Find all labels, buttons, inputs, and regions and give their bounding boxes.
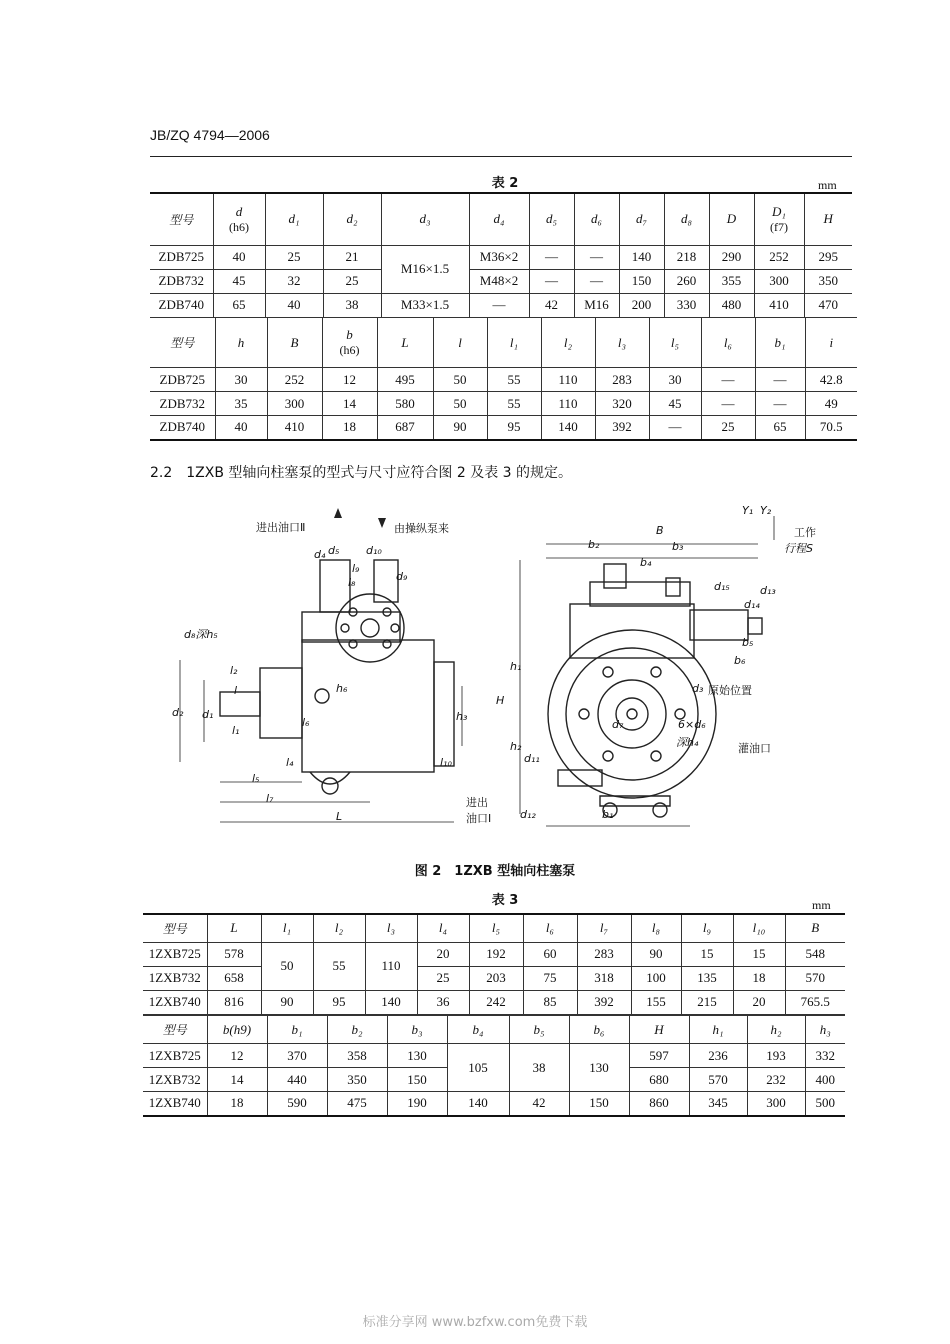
t2-cell: — [529, 245, 574, 269]
front-view-housing [548, 630, 716, 798]
figure-2-drawing [170, 500, 820, 830]
t2-cell-d3: M33×1.5 [381, 293, 469, 317]
label-b1: b₁ [602, 808, 614, 821]
t3b-cell: 400 [805, 1068, 845, 1092]
t2-cell: 300 [754, 269, 804, 293]
t3b-cell: 42 [509, 1092, 569, 1116]
t2-cell: 330 [664, 293, 709, 317]
label-b5: b₅ [742, 636, 754, 649]
watermark-footer: 标准分享网 www.bzfxw.com免费下载 [362, 1315, 588, 1330]
label-bolt: 6×d₆ [678, 718, 706, 731]
label-Y1: Y₁ [742, 504, 754, 517]
t2-cell: M36×2 [469, 245, 529, 269]
label-d1: d₁ [202, 708, 214, 721]
t2b-cell: 42.8 [805, 368, 857, 392]
side-view-top-block [302, 612, 400, 642]
t2-cell: 295 [804, 245, 852, 269]
t2b-cell: 35 [215, 392, 267, 416]
label-d10: d₁₀ [366, 544, 382, 557]
t3b-cell: 597 [629, 1044, 689, 1068]
t2-cell: 140 [619, 245, 664, 269]
label-h1: h₁ [510, 660, 522, 673]
label-h6: h₆ [336, 682, 348, 695]
t2b-cell: 252 [267, 368, 322, 392]
front-view-top-box [570, 604, 694, 658]
table3-unit: mm [812, 898, 831, 912]
t2-cell: 410 [754, 293, 804, 317]
label-control: 由操纵泵来 [394, 522, 449, 535]
t3-cell: 85 [523, 990, 577, 1014]
label-Y2: Y₂ [760, 504, 772, 517]
t2b-cell: 55 [487, 392, 541, 416]
t3-cell: 75 [523, 966, 577, 990]
t2-head-H: H [804, 193, 852, 245]
t2b-row2-model: ZDB740 [150, 416, 215, 440]
t3-cell: 318 [577, 966, 631, 990]
t3-cell-l1-merged: 50 [261, 942, 313, 990]
t3b-cell: 140 [447, 1092, 509, 1116]
t3b-cell: 190 [387, 1092, 447, 1116]
t3-cell: 90 [261, 990, 313, 1014]
label-l7: l₇ [266, 792, 274, 805]
t3-head-model: 型号 [143, 914, 207, 942]
t2-head-d3: d₃ [381, 193, 469, 245]
t3-cell: 15 [681, 942, 733, 966]
t2b-cell: 65 [755, 416, 805, 440]
label-b4: b₄ [640, 556, 652, 569]
t3b-head-b: b(h9) [207, 1016, 267, 1044]
t3-cell: 203 [469, 966, 523, 990]
t3-cell: 658 [207, 966, 261, 990]
front-view-servo [590, 582, 690, 606]
t3-head-l3: l₃ [365, 914, 417, 942]
t2-cell: 40 [265, 293, 323, 317]
label-b6: b₆ [734, 654, 746, 667]
t2b-cell: 495 [377, 368, 433, 392]
label-l4: l₄ [286, 756, 294, 769]
t3-cell: 60 [523, 942, 577, 966]
t2b-head-b: b (h6) [322, 318, 377, 368]
t3-cell-l2-merged: 55 [313, 942, 365, 990]
label-fill: 灌油口 [738, 742, 771, 755]
t3-row2-model: 1ZXB740 [143, 990, 207, 1014]
t2b-cell: 14 [322, 392, 377, 416]
side-view-end-cap [434, 662, 454, 766]
t3b-cell: 236 [689, 1044, 747, 1068]
t2b-cell: — [755, 392, 805, 416]
t2-head-model: 型号 [150, 193, 213, 245]
table2-unit: mm [818, 178, 837, 192]
t2b-cell: 283 [595, 368, 649, 392]
t3b-cell: 193 [747, 1044, 805, 1068]
label-depth: d₈深h₅ [184, 628, 218, 641]
t3b-row0-model: 1ZXB725 [143, 1044, 207, 1068]
label-d15: d₁₅ [714, 580, 730, 593]
t2-head-d1: d₁ [265, 193, 323, 245]
t3b-cell: 232 [747, 1068, 805, 1092]
t2-row1-model: ZDB732 [150, 269, 213, 293]
t2-head-d2: d₂ [323, 193, 381, 245]
t2-head-D: D [709, 193, 754, 245]
t3-cell: 95 [313, 990, 365, 1014]
t3b-head-b3: b₃ [387, 1016, 447, 1044]
label-l2: l₂ [230, 664, 238, 677]
t2-cell: — [529, 269, 574, 293]
t3b-cell: 440 [267, 1068, 327, 1092]
t2b-head-l6: l₆ [701, 318, 755, 368]
t2b-head-h: h [215, 318, 267, 368]
t3-head-l9: l₉ [681, 914, 733, 942]
side-view-valve-2 [374, 560, 398, 602]
t2b-cell: 95 [487, 416, 541, 440]
t2-cell: 480 [709, 293, 754, 317]
t2-cell: 38 [323, 293, 381, 317]
t2-cell: 21 [323, 245, 381, 269]
t3-cell: 36 [417, 990, 469, 1014]
t2b-head-l: l [433, 318, 487, 368]
t2b-cell: 392 [595, 416, 649, 440]
t2b-cell: 25 [701, 416, 755, 440]
label-work-2: 行程S [784, 542, 813, 555]
t3-cell: 135 [681, 966, 733, 990]
t3-head-B: B [785, 914, 845, 942]
t2-cell: 260 [664, 269, 709, 293]
header-rule [150, 156, 852, 157]
label-l8: l₈ [348, 576, 356, 589]
label-port-1b: 油口Ⅰ [466, 812, 492, 825]
t2b-cell: 410 [267, 416, 322, 440]
label-d3: d₃ [692, 682, 704, 695]
t2b-head-l1: l₁ [487, 318, 541, 368]
t3b-cell-b5-merged: 38 [509, 1044, 569, 1092]
t3b-cell: 130 [387, 1044, 447, 1068]
t2-cell-d3-merged: M16×1.5 [381, 245, 469, 293]
table3-part1 [143, 913, 845, 1015]
section-2-2-text: 2.2 1ZXB 型轴向柱塞泵的型式与尺寸应符合图 2 及表 3 的规定。 [150, 465, 573, 481]
t2-cell: 45 [213, 269, 265, 293]
table3-caption: 表 3 [491, 893, 519, 908]
t2b-cell: 30 [649, 368, 701, 392]
t3b-cell: 590 [267, 1092, 327, 1116]
t3-cell: 215 [681, 990, 733, 1014]
label-L: L [336, 810, 343, 823]
t2b-cell: — [701, 392, 755, 416]
t2-cell: 42 [529, 293, 574, 317]
t3-head-l6: l₆ [523, 914, 577, 942]
t3b-head-b2: b₂ [327, 1016, 387, 1044]
t3b-head-b6: b₆ [569, 1016, 629, 1044]
t3b-row2-model: 1ZXB740 [143, 1092, 207, 1116]
t2b-head-b1: b₁ [755, 318, 805, 368]
t2b-cell: 687 [377, 416, 433, 440]
t3-head-l7: l₇ [577, 914, 631, 942]
t2b-head-l2: l₂ [541, 318, 595, 368]
t3b-cell: 570 [689, 1068, 747, 1092]
t3-cell: 816 [207, 990, 261, 1014]
t3-head-l8: l₈ [631, 914, 681, 942]
t3b-head-b5: b₅ [509, 1016, 569, 1044]
t2-row2-model: ZDB740 [150, 293, 213, 317]
t2-cell: 350 [804, 269, 852, 293]
t3-cell: 15 [733, 942, 785, 966]
t2-head-d7: d₇ [619, 193, 664, 245]
t3-cell: 20 [417, 942, 469, 966]
label-B: B [656, 524, 664, 537]
t3b-cell: 150 [387, 1068, 447, 1092]
t2-cell: 355 [709, 269, 754, 293]
t3b-head-h3: h₃ [805, 1016, 845, 1044]
table2-part1 [150, 192, 852, 318]
t3b-cell: 358 [327, 1044, 387, 1068]
t3-cell-l3-merged: 110 [365, 942, 417, 990]
t3-cell: 25 [417, 966, 469, 990]
t2b-cell: 55 [487, 368, 541, 392]
t2b-head-i: i [805, 318, 857, 368]
t3-head-l2: l₂ [313, 914, 365, 942]
t3-cell: 90 [631, 942, 681, 966]
t2-head-d: d (h6) [213, 193, 265, 245]
label-port-1a: 进出 [466, 796, 488, 809]
t2b-cell: 30 [215, 368, 267, 392]
t2b-cell: — [755, 368, 805, 392]
t2-cell: M16 [574, 293, 619, 317]
t2-cell: 25 [323, 269, 381, 293]
t3b-cell: 300 [747, 1092, 805, 1116]
t2b-cell: 50 [433, 392, 487, 416]
label-l5: l₅ [252, 772, 260, 785]
side-view-shaft [220, 692, 260, 716]
t3-cell: 140 [365, 990, 417, 1014]
t2b-cell: 12 [322, 368, 377, 392]
t3-cell: 155 [631, 990, 681, 1014]
side-view-flange-center [361, 619, 379, 637]
t2-cell: M48×2 [469, 269, 529, 293]
t3b-cell: 332 [805, 1044, 845, 1068]
t2b-head-model: 型号 [150, 318, 215, 368]
t2-cell: 200 [619, 293, 664, 317]
label-h2: h₂ [510, 740, 522, 753]
side-view-shaft-housing [260, 668, 302, 738]
t2-cell: — [574, 269, 619, 293]
t3b-head-H: H [629, 1016, 689, 1044]
t3-cell: 283 [577, 942, 631, 966]
t3b-cell-b4-merged: 105 [447, 1044, 509, 1092]
t2-head-D1: D₁ (f7) [754, 193, 804, 245]
label-h3: h₃ [456, 710, 468, 723]
label-d13: d₁₃ [760, 584, 776, 597]
label-d5: d₅ [328, 544, 340, 557]
t2b-cell: 300 [267, 392, 322, 416]
t2-head-d6: d₆ [574, 193, 619, 245]
label-d4: d₄ [314, 548, 326, 561]
t3-row1-model: 1ZXB732 [143, 966, 207, 990]
t3b-cell: 680 [629, 1068, 689, 1092]
table2-caption: 表 2 [491, 176, 519, 191]
t3b-cell: 350 [327, 1068, 387, 1092]
label-work-1: 工作 [794, 526, 816, 539]
label-H: H [496, 694, 505, 707]
t3b-cell: 12 [207, 1044, 267, 1068]
figure-2-caption: 图 2 1ZXB 型轴向柱塞泵 [414, 864, 576, 879]
front-view-valve [604, 564, 626, 588]
t3-cell: 242 [469, 990, 523, 1014]
t2b-head-l3: l₃ [595, 318, 649, 368]
t2b-cell: 580 [377, 392, 433, 416]
t2-head-d4: d₄ [469, 193, 529, 245]
t2b-head-L: L [377, 318, 433, 368]
label-d12: d₁₂ [520, 808, 536, 821]
t2b-head-l5: l₅ [649, 318, 701, 368]
t3b-head-b4: b₄ [447, 1016, 509, 1044]
t2b-row0-model: ZDB725 [150, 368, 215, 392]
t2-cell: 40 [213, 245, 265, 269]
t3b-cell: 345 [689, 1092, 747, 1116]
label-l1: l₁ [232, 724, 240, 737]
t2b-cell: 40 [215, 416, 267, 440]
t2-cell: 32 [265, 269, 323, 293]
t3b-cell: 475 [327, 1092, 387, 1116]
label-d9: d₉ [396, 570, 408, 583]
label-origin: 原始位置 [708, 684, 752, 697]
label-d11: d₁₁ [524, 752, 540, 765]
t2b-cell: 49 [805, 392, 857, 416]
t2b-cell: 70.5 [805, 416, 857, 440]
t2-cell: — [574, 245, 619, 269]
t3b-cell: 370 [267, 1044, 327, 1068]
t2b-row1-model: ZDB732 [150, 392, 215, 416]
t3-cell: 20 [733, 990, 785, 1014]
document-id: JB/ZQ 4794—2006 [150, 127, 270, 143]
t2-cell: 150 [619, 269, 664, 293]
t3-cell: 18 [733, 966, 785, 990]
t2-cell: 252 [754, 245, 804, 269]
t3b-cell: 14 [207, 1068, 267, 1092]
label-deep: 深h₄ [676, 736, 699, 749]
t3b-head-h1: h₁ [689, 1016, 747, 1044]
t3-cell: 765.5 [785, 990, 845, 1014]
t2b-cell: 18 [322, 416, 377, 440]
t3b-head-b1: b₁ [267, 1016, 327, 1044]
label-l: l [234, 684, 238, 697]
t3b-cell: 150 [569, 1092, 629, 1116]
t2-cell: 218 [664, 245, 709, 269]
t2b-cell: — [649, 416, 701, 440]
t2b-cell: 45 [649, 392, 701, 416]
t3-cell: 548 [785, 942, 845, 966]
t2-head-d8: d₈ [664, 193, 709, 245]
t2-cell: 65 [213, 293, 265, 317]
label-d2: d₂ [172, 706, 184, 719]
label-d7: d₇ [612, 718, 624, 731]
t2-cell: 290 [709, 245, 754, 269]
label-d14: d₁₄ [744, 598, 760, 611]
t2b-cell: 110 [541, 368, 595, 392]
t2-row0-model: ZDB725 [150, 245, 213, 269]
t2b-cell: 50 [433, 368, 487, 392]
front-view-stem [690, 610, 748, 640]
side-view-flange [336, 594, 404, 662]
t2-cell: 470 [804, 293, 852, 317]
t3-cell: 392 [577, 990, 631, 1014]
t3-head-l10: l₁₀ [733, 914, 785, 942]
label-l9: l₉ [352, 562, 360, 575]
t3-cell: 192 [469, 942, 523, 966]
t2-cell: — [469, 293, 529, 317]
t3b-cell-b6-merged: 130 [569, 1044, 629, 1092]
table3-part2 [143, 1015, 845, 1117]
t3-head-l4: l₄ [417, 914, 469, 942]
t2b-cell: 140 [541, 416, 595, 440]
t2-head-d5: d₅ [529, 193, 574, 245]
t3b-row1-model: 1ZXB732 [143, 1068, 207, 1092]
label-l6: l₆ [302, 716, 310, 729]
t3-head-l1: l₁ [261, 914, 313, 942]
label-l10: l₁₀ [440, 756, 452, 769]
t2b-cell: 320 [595, 392, 649, 416]
label-b2: b₂ [588, 538, 600, 551]
t2b-cell: 110 [541, 392, 595, 416]
t2b-cell: 90 [433, 416, 487, 440]
t2b-head-B: B [267, 318, 322, 368]
table2-part2 [150, 317, 857, 441]
t3-cell: 570 [785, 966, 845, 990]
label-b3: b₃ [672, 540, 684, 553]
front-view-plate [566, 648, 698, 780]
label-port-2: 进出油口Ⅱ [256, 521, 306, 534]
t3b-head-h2: h₂ [747, 1016, 805, 1044]
t2b-cell: — [701, 368, 755, 392]
t3b-head-model: 型号 [143, 1016, 207, 1044]
t3-head-L: L [207, 914, 261, 942]
t3b-cell: 860 [629, 1092, 689, 1116]
side-view-body [302, 640, 434, 772]
t2-cell: 25 [265, 245, 323, 269]
t3-head-l5: l₅ [469, 914, 523, 942]
t3b-cell: 500 [805, 1092, 845, 1116]
t3b-cell: 18 [207, 1092, 267, 1116]
t3-cell: 578 [207, 942, 261, 966]
t3-row0-model: 1ZXB725 [143, 942, 207, 966]
t3-cell: 100 [631, 966, 681, 990]
